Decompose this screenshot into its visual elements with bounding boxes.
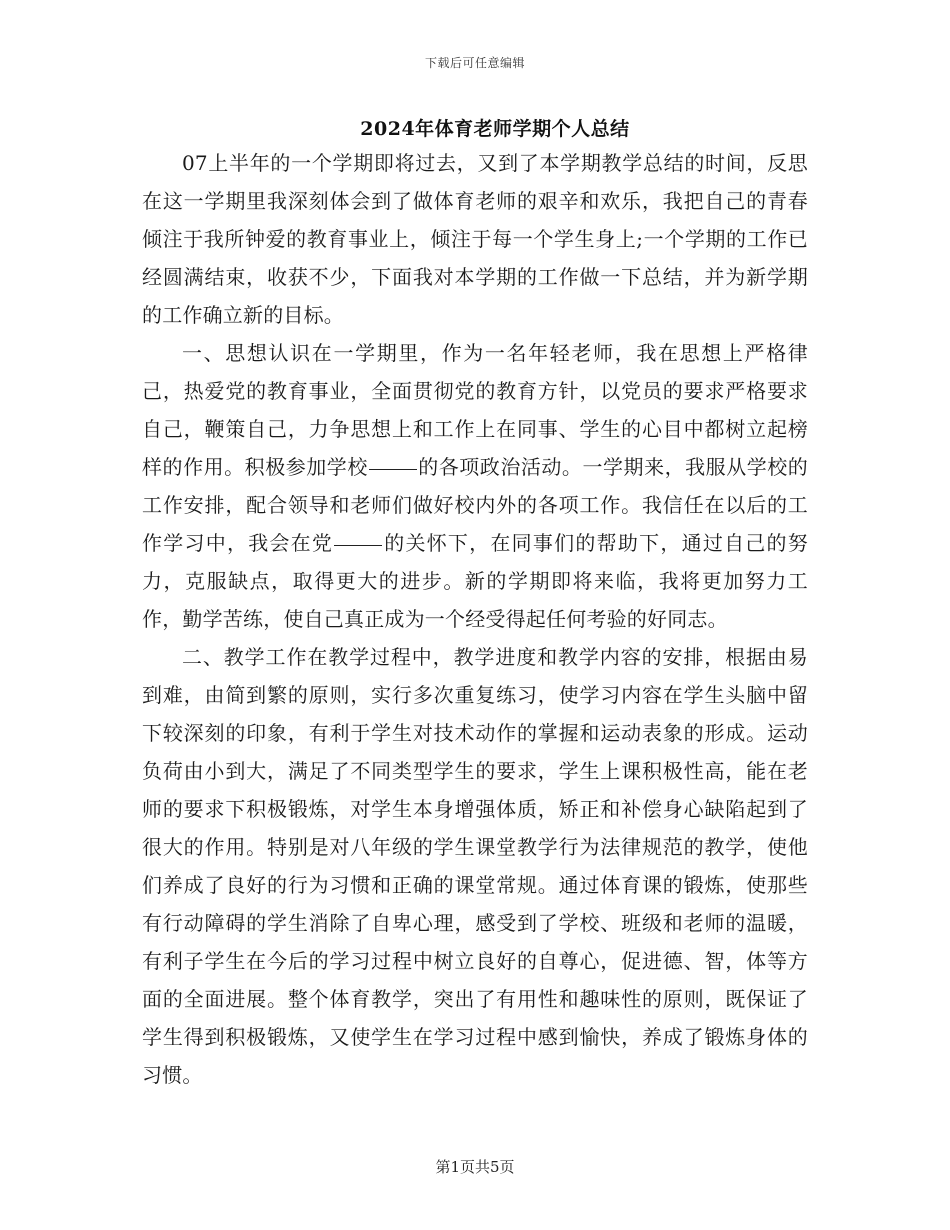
blank-underline: [369, 468, 417, 470]
page-header-note: 下载后可任意编辑: [424, 56, 525, 70]
document-title: 2024年体育老师学期个人总结: [360, 118, 630, 140]
paragraph-text: 的关怀下，在同事们的帮助下，通过自己的努力，克服缺点，取得更大的进步。新的学期即将来临，我将更加努力工作，勤学苦练，使自己真正成为一个经受得起任何考验的好同志。: [142, 531, 808, 631]
paragraph-text: 的各项政治活动。一学期来，我服从学校的工作安排，配合领导和老师们做好校内外的各项工作。我信任在以后的工作学习中，我会在党: [142, 455, 808, 555]
paragraph-intro: 07上半年的一个学期即将过去，又到了本学期教学总结的时间，反思在这一学期里我深刻体会到了做体育老师的艰辛和欢乐，我把自己的青春倾注于我所钟爱的教育事业上，倾注于每一个学生身上;一个学期的工作已经圆满结束，收获不少，下面我对本学期的工作做一下总结，并为新学期的工作确立新的目标。: [142, 151, 808, 327]
blank-underline: [334, 544, 382, 546]
paragraph-text: 一、思想认识在一学期里，作为一名年轻老师，我在思想上严格律己，热爱党的教育事业，全面贯彻党的教育方针，以党员的要求严格要求自己，鞭策自己，力争思想上和工作上在同事、学生的心目中都树立起榜样的作用。积极参加学校: [142, 341, 808, 479]
page-footer: 第1页共5页: [435, 1158, 515, 1176]
document-body: [142, 144, 808, 1094]
paragraph-ideology: [142, 334, 808, 638]
paragraph-teaching: 二、教学工作在教学过程中，教学进度和教学内容的安排，根据由易到难，由简到繁的原则，实行多次重复练习，使学习内容在学生头脑中留下较深刻的印象，有利于学生对技术动作的掌握和运动表象的形成。运动负荷由小到大，满足了不同类型学生的要求，学生上课积极性高，能在老师的要求下积极锻炼，对学生本身增强体质，矫正和补偿身心缺陷起到了很大的作用。特别是对八年级的学生课堂教学行为法律规范的教学，使他们养成了良好的行为习惯和正确的课堂常规。通过体育课的锻炼，使那些有行动障碍的学生消除了自卑心理，感受到了学校、班级和老师的温暖，有利子学生在今后的学习过程中树立良好的自尊心，促进德、智，体等方面的全面进展。整个体育教学，突出了有用性和趣味性的原则，既保证了学生得到积极锻炼，又使学生在学习过程中感到愉快，养成了锻炼身体的习惯。: [142, 645, 808, 1087]
